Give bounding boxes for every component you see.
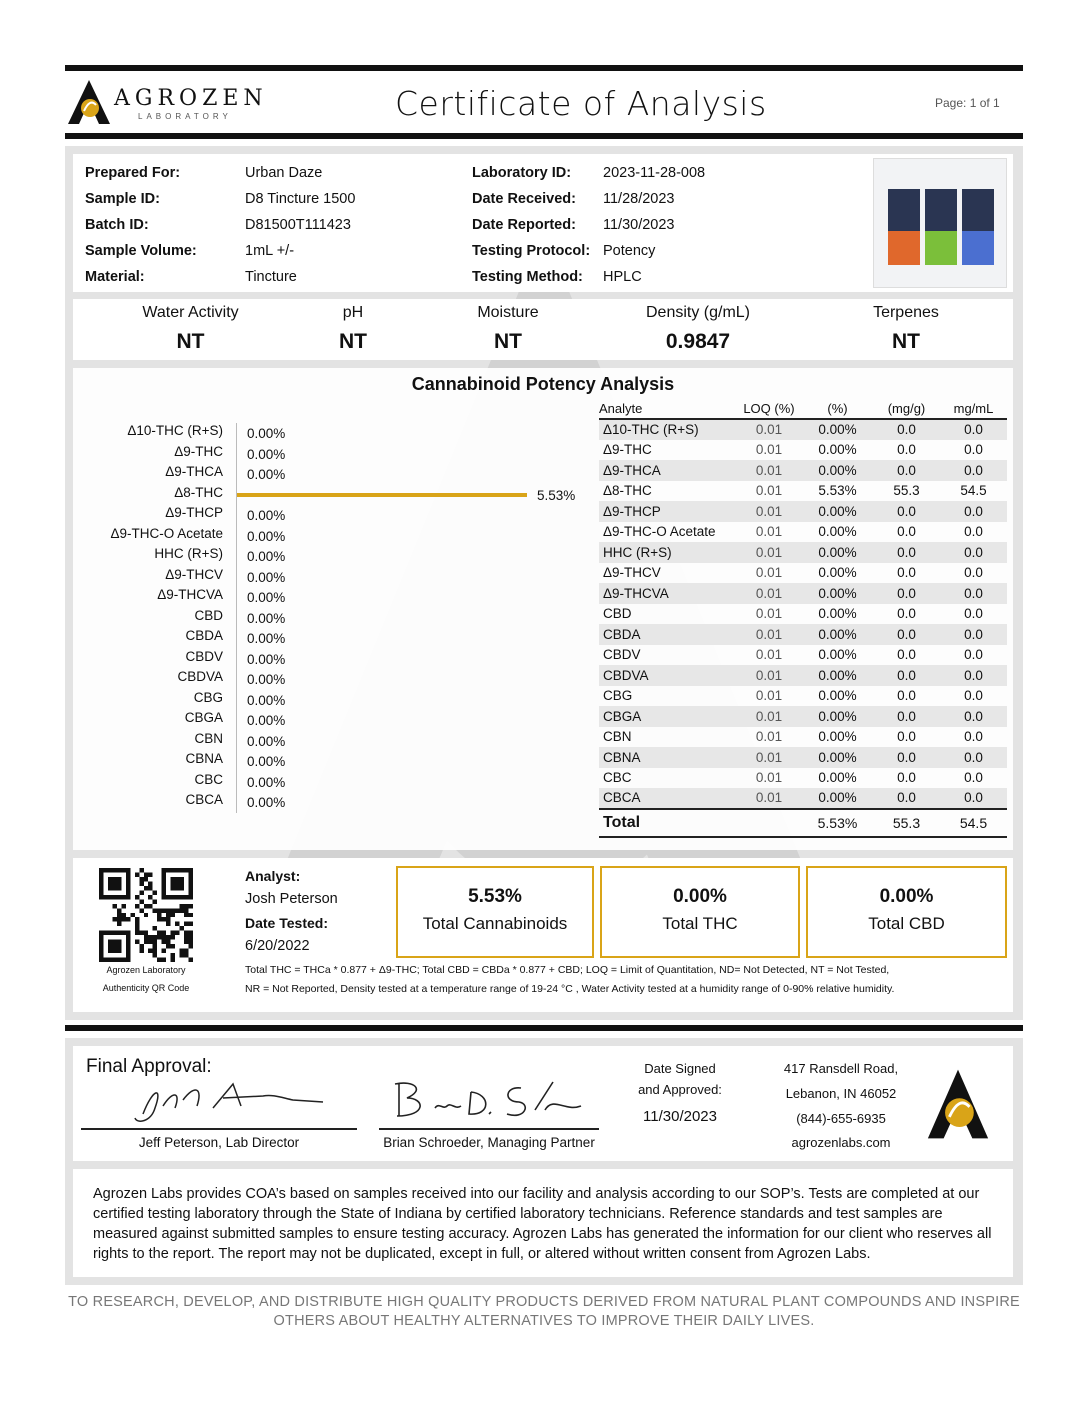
mgg-cell: 0.0 bbox=[897, 688, 916, 704]
chart-category-label: CBD bbox=[194, 607, 223, 623]
agrozen-logo bbox=[66, 78, 276, 128]
mgg-cell: 0.0 bbox=[873, 706, 940, 727]
mgg-cell: 0.0 bbox=[873, 665, 940, 686]
summary-box-total-cbd bbox=[806, 866, 1007, 958]
info-row bbox=[85, 264, 470, 290]
logo-subtext: LABORATORY bbox=[138, 112, 232, 121]
mgg-cell: 0.0 bbox=[873, 542, 940, 563]
info-label: Sample ID: bbox=[85, 191, 160, 207]
total-loq bbox=[736, 809, 802, 837]
chart-category-label: CBC bbox=[194, 771, 223, 787]
pct-cell: 0.00% bbox=[802, 419, 873, 440]
potency-chart bbox=[73, 423, 593, 818]
summary-label: Total THC bbox=[662, 914, 738, 933]
pct-cell: 0.00% bbox=[802, 542, 873, 563]
table-row bbox=[599, 481, 1007, 502]
mgml-cell: 0.0 bbox=[964, 770, 983, 786]
analyte-cell: Δ10-THC (R+S) bbox=[599, 419, 736, 440]
logo-wordmark: AGROZEN bbox=[114, 86, 268, 111]
pct-cell: 0.00% bbox=[818, 688, 857, 704]
mgg-cell: 0.0 bbox=[873, 788, 940, 809]
pct-cell: 0.00% bbox=[802, 788, 873, 809]
analyte-cell: CBDV bbox=[603, 647, 641, 663]
info-value: Urban Daze bbox=[245, 165, 323, 181]
chart-data-label: 0.00% bbox=[247, 467, 286, 482]
analyst-label: Analyst: bbox=[245, 868, 301, 884]
sample-info-right bbox=[472, 160, 763, 290]
loq-cell: 0.01 bbox=[755, 606, 783, 622]
results-table bbox=[599, 399, 1007, 838]
info-label: Batch ID: bbox=[85, 217, 149, 233]
pct-cell: 0.00% bbox=[802, 501, 873, 522]
col-header-loq: LOQ (%) bbox=[736, 399, 802, 419]
metric-value: NT bbox=[339, 330, 367, 353]
info-value: D8 Tincture 1500 bbox=[245, 191, 356, 207]
mgml-cell: 0.0 bbox=[964, 524, 983, 540]
loq-cell: 0.01 bbox=[736, 583, 802, 604]
mgg-cell: 0.0 bbox=[897, 647, 916, 663]
pct-cell: 0.00% bbox=[802, 460, 873, 481]
chart-data-label: 0.00% bbox=[247, 651, 286, 667]
signer-1-name: Jeff Peterson, Lab Director bbox=[138, 1135, 300, 1150]
chart-data-label: 0.00% bbox=[247, 692, 286, 708]
table-row bbox=[599, 788, 1007, 809]
loq-cell: 0.01 bbox=[736, 665, 802, 686]
mgg-cell: 0.0 bbox=[897, 729, 916, 745]
analyte-cell: Δ9-THCVA bbox=[599, 583, 736, 604]
product-bottle-green bbox=[925, 189, 957, 265]
chart-category-label: Δ9-THCP bbox=[165, 505, 223, 520]
metric-terpenes bbox=[851, 304, 961, 354]
analyte-cell: HHC (R+S) bbox=[599, 542, 736, 563]
info-label: Testing Method: bbox=[472, 269, 583, 285]
chart-data-label: 5.53% bbox=[537, 487, 576, 503]
info-row bbox=[472, 264, 763, 290]
analyte-cell: CBC bbox=[603, 770, 632, 786]
col-header-mgg: (mg/g) bbox=[873, 399, 940, 419]
date-signed-label-1: Date Signed bbox=[644, 1061, 716, 1076]
loq-cell: 0.01 bbox=[755, 729, 783, 745]
chart-data-label: 0.00% bbox=[247, 754, 286, 769]
metrics-panel bbox=[73, 299, 1013, 360]
metric-water-activity bbox=[123, 304, 258, 354]
chart-data-label: 0.00% bbox=[247, 610, 286, 626]
chart-data-label: 0.00% bbox=[247, 446, 286, 462]
metric-density bbox=[623, 304, 773, 354]
potency-panel bbox=[73, 368, 1013, 850]
mgml-cell: 0.0 bbox=[964, 729, 983, 745]
website-link[interactable]: agrozenlabs.com bbox=[791, 1135, 891, 1150]
summary-label: Total CBD bbox=[868, 914, 945, 933]
info-row bbox=[472, 160, 763, 186]
analyte-cell: Δ8-THC bbox=[603, 483, 652, 499]
phone-number: (844)-655-6935 bbox=[796, 1111, 886, 1126]
mgg-cell: 0.0 bbox=[873, 747, 940, 768]
chart-category-label: CBNA bbox=[185, 751, 223, 766]
metric-label: Density (g/mL) bbox=[645, 304, 751, 321]
loq-cell: 0.01 bbox=[755, 647, 783, 663]
chart-category-label: CBDA bbox=[185, 628, 223, 643]
mgg-cell: 0.0 bbox=[897, 606, 916, 622]
pct-cell: 0.00% bbox=[818, 770, 857, 786]
signature-line-2 bbox=[379, 1128, 599, 1130]
info-value: 1mL +/- bbox=[245, 243, 295, 259]
chart-data-label: 0.00% bbox=[247, 672, 286, 687]
summary-value: 0.00% bbox=[673, 886, 727, 907]
agrozen-footer-logo-icon bbox=[925, 1066, 991, 1142]
metric-moisture bbox=[453, 304, 563, 354]
address-line-1: 417 Ransdell Road, bbox=[783, 1061, 899, 1076]
info-label: Material: bbox=[85, 269, 145, 285]
analyte-cell: CBN bbox=[603, 729, 632, 745]
footer-mission-line-2: OTHERS ABOUT HEALTHY ALTERNATIVES TO IMPROVE THEIR DAILY LIVES. bbox=[273, 1313, 815, 1329]
info-value: 11/28/2023 bbox=[603, 191, 675, 207]
table-row bbox=[599, 706, 1007, 727]
info-label: Date Reported: bbox=[472, 217, 576, 233]
chart-category-label: Δ9-THC bbox=[174, 443, 223, 459]
analyte-cell: CBG bbox=[603, 688, 633, 704]
chart-data-label: 0.00% bbox=[247, 774, 286, 790]
pct-cell: 0.00% bbox=[818, 442, 857, 458]
chart-data-label: 0.00% bbox=[247, 528, 286, 544]
mgg-cell: 55.3 bbox=[893, 483, 920, 499]
info-row bbox=[472, 212, 763, 238]
chart-category-label: Δ10-THC (R+S) bbox=[127, 423, 223, 438]
loq-cell: 0.01 bbox=[755, 688, 783, 704]
product-bottle-orange bbox=[888, 189, 920, 265]
sample-info-left bbox=[85, 160, 470, 290]
info-value: 2023-11-28-008 bbox=[603, 165, 706, 181]
info-value: Potency bbox=[603, 243, 656, 259]
col-header-analyte: Analyte bbox=[599, 399, 736, 419]
info-row bbox=[85, 238, 470, 264]
table-row bbox=[599, 624, 1007, 645]
signature-jeff-icon bbox=[123, 1078, 333, 1126]
chart-category-label: CBG bbox=[193, 689, 223, 705]
analyte-cell: CBCA bbox=[599, 788, 736, 809]
potency-title: Cannabinoid Potency Analysis bbox=[411, 374, 675, 394]
product-bottle-blue bbox=[962, 189, 994, 265]
qr-caption-2: Authenticity QR Code bbox=[102, 983, 190, 993]
mgml-cell: 0.0 bbox=[964, 442, 983, 458]
chart-category-label: Δ9-THCVA bbox=[157, 587, 223, 602]
table-row bbox=[599, 686, 1007, 707]
disclaimer-text: Agrozen Labs provides COA’s based on samples received into our facility and analysis according to our SOP’s. Tests are completed at our certified testing laboratory through the State of Indiana by certified laboratory technicians. Reference standards and test samples are measured against submitted samples to ensure testing accuracy. Agrozen Labs has generated the information for our client who reserves all rights to the report. The report may not be duplicated, except in full, or altered without written consent from Agrozen Labs. bbox=[93, 1186, 992, 1262]
chart-data-label: 0.00% bbox=[247, 713, 286, 728]
metric-value: 0.9847 bbox=[665, 330, 731, 353]
pct-cell: 5.53% bbox=[818, 483, 857, 499]
signature-line-1 bbox=[81, 1128, 357, 1130]
metric-label: Water Activity bbox=[142, 304, 239, 321]
chart-category-label: HHC (R+S) bbox=[154, 546, 223, 561]
pct-cell: 0.00% bbox=[818, 647, 857, 663]
mgml-cell: 0.0 bbox=[940, 583, 1007, 604]
pct-cell: 0.00% bbox=[818, 606, 857, 622]
total-mgml: 54.5 bbox=[940, 809, 1007, 837]
table-row bbox=[599, 460, 1007, 481]
metric-label: Moisture bbox=[477, 304, 539, 321]
info-value: D81500T111423 bbox=[245, 217, 351, 233]
mgml-cell: 0.0 bbox=[940, 501, 1007, 522]
analyte-cell: Δ9-THC-O Acetate bbox=[603, 524, 716, 540]
metric-value: NT bbox=[176, 330, 205, 353]
chart-category-label: Δ9-THCV bbox=[165, 566, 223, 582]
chart-category-label: Δ9-THC-O Acetate bbox=[110, 525, 223, 541]
chart-category-label: CBN bbox=[194, 730, 223, 746]
table-row bbox=[599, 440, 1007, 461]
summary-box-total-cannabinoids bbox=[396, 866, 594, 958]
loq-cell: 0.01 bbox=[736, 788, 802, 809]
loq-cell: 0.01 bbox=[736, 706, 802, 727]
pct-cell: 0.00% bbox=[818, 524, 857, 540]
summary-value: 0.00% bbox=[879, 886, 934, 907]
mgg-cell: 0.0 bbox=[897, 565, 916, 581]
info-row bbox=[85, 212, 470, 238]
analyte-cell: CBDVA bbox=[599, 665, 736, 686]
mgml-cell: 0.0 bbox=[940, 419, 1007, 440]
info-row bbox=[472, 186, 763, 212]
footer-mission-line-1: TO RESEARCH, DEVELOP, AND DISTRIBUTE HIGH QUALITY PRODUCTS DERIVED FROM NATURAL PLANT COMPOUNDS AND INSPIRE bbox=[68, 1294, 1020, 1310]
table-row bbox=[599, 542, 1007, 563]
col-header-mgml: mg/mL bbox=[940, 399, 1007, 419]
chart-data-label: 0.00% bbox=[247, 569, 286, 585]
notes-line-2: NR = Not Reported, Density tested at a temperature range of 19-24 °C , Water Activity tested at a humidity range of 0-90% relative humidity. bbox=[245, 983, 895, 995]
table-row bbox=[599, 583, 1007, 604]
metric-value: NT bbox=[494, 330, 522, 353]
table-row bbox=[599, 645, 1007, 666]
date-signed-value: 11/30/2023 bbox=[643, 1108, 717, 1125]
chart-labels bbox=[73, 423, 223, 818]
pct-cell: 0.00% bbox=[802, 583, 873, 604]
loq-cell: 0.01 bbox=[736, 501, 802, 522]
mgml-cell: 54.5 bbox=[960, 483, 987, 499]
loq-cell: 0.01 bbox=[755, 442, 783, 458]
mgg-cell: 0.0 bbox=[897, 770, 916, 786]
analyte-cell: Δ9-THC bbox=[603, 442, 652, 458]
info-value: Tincture bbox=[245, 269, 297, 285]
chart-data-label: 0.00% bbox=[247, 508, 286, 523]
loq-cell: 0.01 bbox=[736, 460, 802, 481]
loq-cell: 0.01 bbox=[736, 419, 802, 440]
info-label: Laboratory ID: bbox=[472, 165, 572, 181]
top-rule bbox=[65, 65, 1023, 71]
pct-cell: 0.00% bbox=[818, 565, 857, 581]
table-row bbox=[599, 768, 1007, 789]
date-tested-value: 6/20/2022 bbox=[245, 938, 310, 954]
pct-cell: 0.00% bbox=[802, 747, 873, 768]
analyte-cell: Δ9-THCA bbox=[599, 460, 736, 481]
signer-2-name: Brian Schroeder, Managing Partner bbox=[383, 1135, 595, 1150]
metric-label: pH bbox=[342, 304, 364, 321]
loq-cell: 0.01 bbox=[736, 624, 802, 645]
loq-cell: 0.01 bbox=[755, 524, 783, 540]
metric-value: NT bbox=[892, 330, 920, 353]
loq-cell: 0.01 bbox=[755, 483, 783, 499]
approval-panel bbox=[73, 1046, 1013, 1161]
date-signed-label-2: and Approved: bbox=[638, 1082, 722, 1097]
pct-cell: 0.00% bbox=[818, 729, 857, 745]
qr-code-icon bbox=[98, 868, 194, 962]
table-row bbox=[599, 501, 1007, 522]
info-row bbox=[472, 238, 763, 264]
page-number: Page: 1 of 1 bbox=[935, 96, 1000, 110]
mgml-cell: 0.0 bbox=[940, 460, 1007, 481]
mgg-cell: 0.0 bbox=[873, 460, 940, 481]
info-row bbox=[85, 160, 470, 186]
chart-bar bbox=[237, 493, 527, 497]
loq-cell: 0.01 bbox=[755, 770, 783, 786]
address-line-2: Lebanon, IN 46052 bbox=[785, 1086, 897, 1101]
signature-brian-icon bbox=[385, 1076, 585, 1124]
final-approval-title: Final Approval: bbox=[86, 1056, 212, 1077]
mgml-cell: 0.0 bbox=[940, 542, 1007, 563]
notes-line-1: Total THC = THCa * 0.877 + Δ9-THC; Total CBD = CBDa * 0.877 + CBD; LOQ = Limit of Quantitation, ND= Not Detected, NT = Not Tested, bbox=[245, 964, 890, 976]
middle-rule bbox=[65, 1025, 1023, 1031]
metric-ph bbox=[303, 304, 403, 354]
mgml-cell: 0.0 bbox=[940, 788, 1007, 809]
product-photo bbox=[873, 158, 1007, 288]
chart-data-label: 0.00% bbox=[247, 631, 286, 646]
qr-caption-1: Agrozen Laboratory bbox=[106, 965, 186, 975]
metric-label: Terpenes bbox=[873, 304, 939, 321]
analyte-cell: CBDA bbox=[599, 624, 736, 645]
analyte-cell: CBD bbox=[603, 606, 632, 622]
mgml-cell: 0.0 bbox=[964, 565, 983, 581]
summary-panel bbox=[73, 858, 1013, 1012]
chart-category-label: Δ9-THCA bbox=[165, 464, 223, 479]
mgml-cell: 0.0 bbox=[940, 747, 1007, 768]
info-label: Date Received: bbox=[472, 191, 576, 207]
table-row bbox=[599, 563, 1007, 584]
pct-cell: 0.00% bbox=[802, 624, 873, 645]
date-tested-label: Date Tested: bbox=[245, 915, 328, 931]
chart-data-label: 0.00% bbox=[247, 549, 286, 564]
chart-category-label: CBGA bbox=[184, 710, 223, 725]
mgg-cell: 0.0 bbox=[897, 442, 916, 458]
total-pct: 5.53% bbox=[802, 809, 873, 837]
mgml-cell: 0.0 bbox=[940, 706, 1007, 727]
table-row bbox=[599, 604, 1007, 625]
loq-cell: 0.01 bbox=[736, 542, 802, 563]
table-row bbox=[599, 419, 1007, 440]
analyte-cell: Δ9-THCP bbox=[599, 501, 736, 522]
results-body bbox=[599, 419, 1007, 809]
chart-category-label: Δ8-THC bbox=[174, 484, 223, 500]
info-value: 11/30/2023 bbox=[603, 217, 675, 233]
analyte-cell: Δ9-THCV bbox=[603, 565, 661, 581]
chart-data-label: 0.00% bbox=[247, 733, 286, 749]
mgml-cell: 0.0 bbox=[940, 624, 1007, 645]
table-row bbox=[599, 522, 1007, 543]
chart-data-label: 0.00% bbox=[247, 426, 286, 441]
analyst-name: Josh Peterson bbox=[245, 891, 338, 907]
summary-box-total-thc bbox=[600, 866, 800, 958]
info-label: Prepared For: bbox=[85, 165, 181, 181]
chart-plot bbox=[237, 423, 593, 818]
chart-data-label: 0.00% bbox=[247, 795, 286, 810]
info-label: Sample Volume: bbox=[85, 243, 197, 259]
pct-cell: 0.00% bbox=[802, 665, 873, 686]
mgg-cell: 0.0 bbox=[873, 624, 940, 645]
chart-category-label: CBDVA bbox=[177, 669, 223, 684]
analyte-cell: CBGA bbox=[599, 706, 736, 727]
mgml-cell: 0.0 bbox=[964, 688, 983, 704]
chart-category-label: CBDV bbox=[185, 648, 223, 664]
chart-category-label: CBCA bbox=[185, 792, 223, 807]
pct-cell: 0.00% bbox=[802, 706, 873, 727]
info-label: Testing Protocol: bbox=[472, 243, 591, 259]
results-header-row bbox=[599, 399, 1007, 419]
mgml-cell: 0.0 bbox=[940, 665, 1007, 686]
summary-label: Total Cannabinoids bbox=[422, 914, 568, 933]
info-row bbox=[85, 186, 470, 212]
loq-cell: 0.01 bbox=[736, 747, 802, 768]
mgg-cell: 0.0 bbox=[897, 524, 916, 540]
mgg-cell: 0.0 bbox=[873, 583, 940, 604]
mgml-cell: 0.0 bbox=[964, 606, 983, 622]
chart-data-label: 0.00% bbox=[247, 590, 286, 605]
summary-value: 5.53% bbox=[468, 886, 522, 907]
table-row bbox=[599, 665, 1007, 686]
mgml-cell: 0.0 bbox=[964, 647, 983, 663]
document-title: Certificate of Analysis bbox=[395, 84, 767, 123]
results-total-row bbox=[599, 809, 1007, 837]
analyte-cell: CBNA bbox=[599, 747, 736, 768]
sample-info-panel bbox=[73, 154, 1013, 292]
table-row bbox=[599, 727, 1007, 748]
mgg-cell: 0.0 bbox=[873, 419, 940, 440]
total-mgg: 55.3 bbox=[873, 809, 940, 837]
mgg-cell: 0.0 bbox=[873, 501, 940, 522]
info-value: HPLC bbox=[603, 269, 642, 285]
loq-cell: 0.01 bbox=[755, 565, 783, 581]
disclaimer-panel bbox=[73, 1169, 1013, 1277]
total-label: Total bbox=[599, 809, 736, 837]
table-row bbox=[599, 747, 1007, 768]
header-rule bbox=[65, 133, 1023, 139]
col-header-pct: (%) bbox=[802, 399, 873, 419]
agrozen-logo-icon bbox=[66, 78, 112, 126]
